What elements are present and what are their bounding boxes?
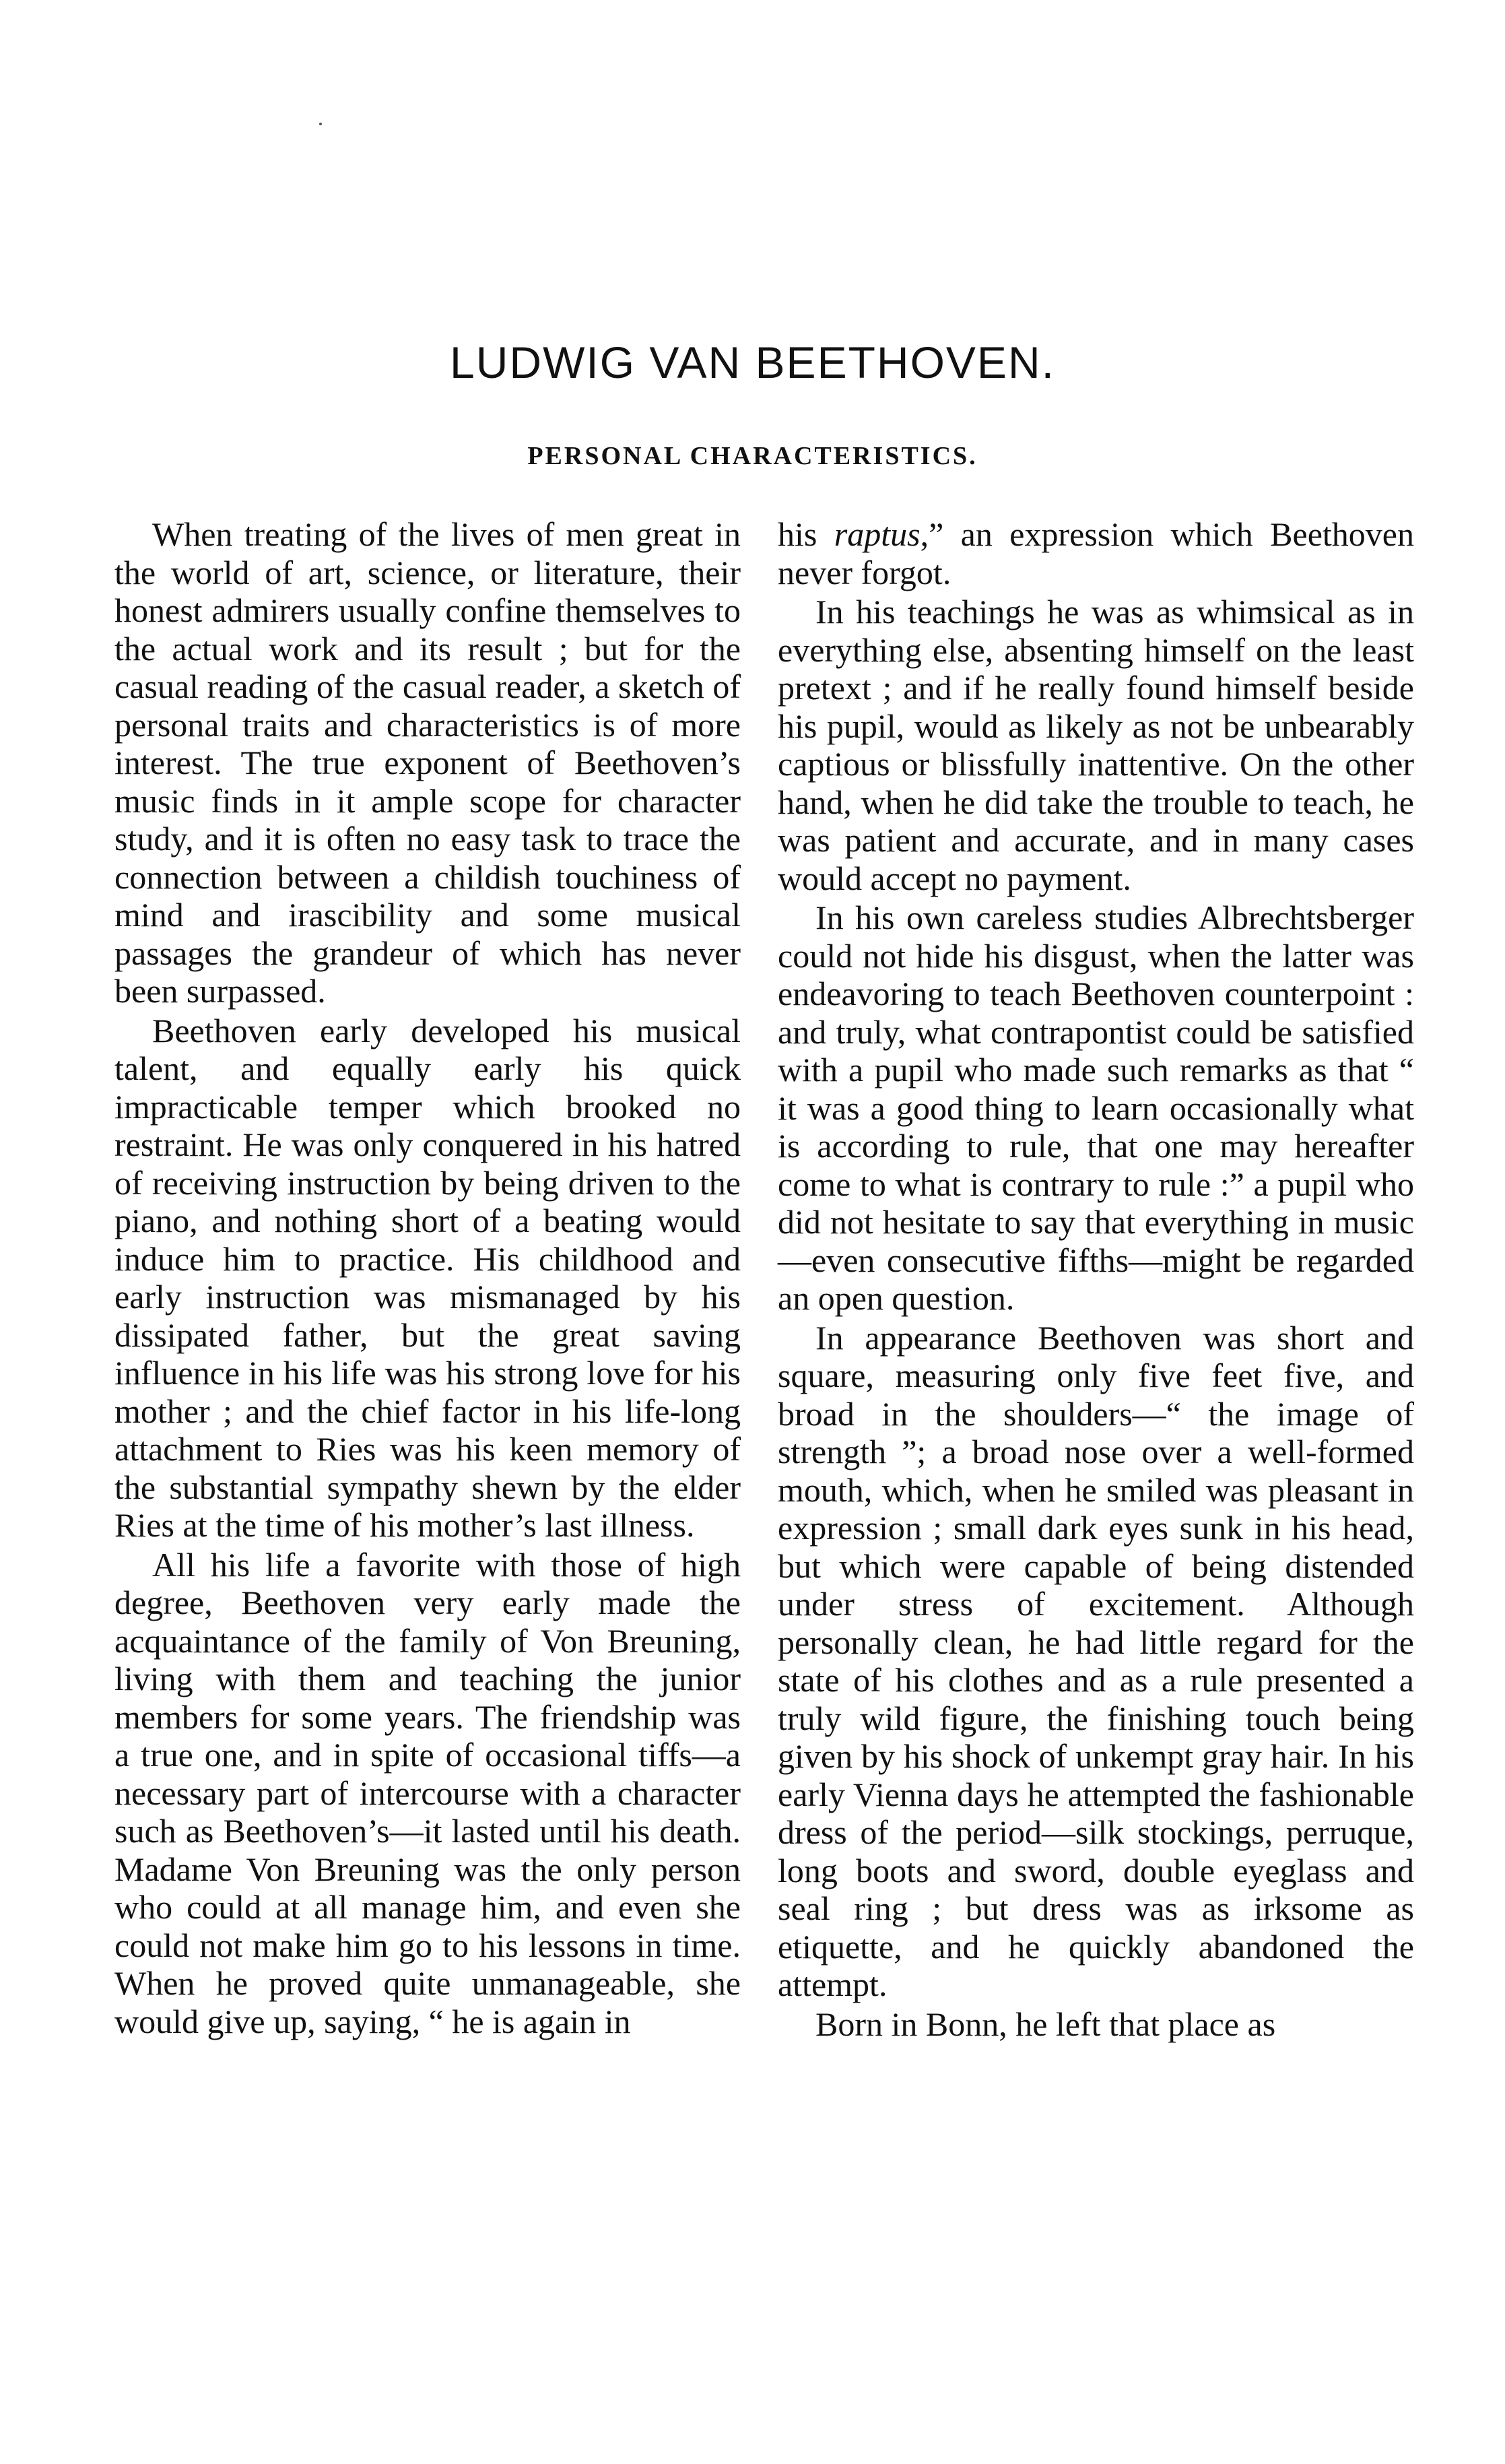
paragraph: In his own careless studies Albrechtsberger could not hide his disgust, when the latter was endeavoring to teach Beethoven counterpoint : and truly, what contrapontist could be satisfied with a pupil who made such remarks as that “ it was a good thing to learn occasionally what is according to rule, that one may hereafter come to what is contrary to rule :” a pupil who did not hesitate to say that everything in music—even consecutive fifths—might be regarded an open question. [778,899,1414,1317]
paragraph-continued [778,515,1414,591]
paragraph: Beethoven early developed his musical talent, and equally early his quick impracticable temper which brooked no restraint. He was only conquered in his hatred of receiving instruction by being driven to the piano, and nothing short of a beating would induce him to practice. His childhood and early instruction was mismanaged by his dissipated father, but the great saving influence in his life was his strong love for his mother ; and the chief factor in his life-long attachment to Ries was his keen memory of the substantial sympathy shewn by the elder Ries at the time of his mother’s last illness. [114,1011,741,1544]
article-subtitle: PERSONAL CHARACTERISTICS. [527,442,978,470]
italic-term: raptus [834,515,921,553]
text-run: his [778,515,834,553]
paragraph: When treating of the lives of men great in the world of art, science, or literature, their honest admirers usually confine themselves to the actual work and its result ; but for the casual reading of the casual reader, a sketch of personal traits and characteristics is of more interest. The true exponent of Beethoven’s music finds in it ample scope for character study, and it is often no easy task to trace the connection between a childish touchiness of mind and irascibility and some musical passages the grandeur of which has never been surpassed. [114,515,741,1010]
paragraph: In appearance Beethoven was short and square, measuring only five feet five, and broad in the shoulders—“ the image of strength ”; a broad nose over a well-formed mouth, which, when he smiled was pleasant in expression ; small dark eyes sunk in his head, but which were capable of being distended under stress of excitement. Although personally clean, he had little regard for the state of his clothes and as a rule presented a truly wild figure, the finishing touch being given by his shock of unkempt gray hair. In his early Vienna days he attempted the fashionable dress of the period—silk stockings, perruque, long boots and sword, double eyeglass and seal ring ; but dress was as irksome as etiquette, and he quickly abandoned the attempt. [778,1318,1414,2003]
article-title: LUDWIG VAN BEETHOVEN. [450,337,1055,387]
paragraph: In his teachings he was as whimsical as in everything else, absenting himself on the least pretext ; and if he really found himself beside his pupil, would as likely as not be unbearably captious or blissfully inattentive. On the other hand, when he did take the trouble to teach, he was patient and accurate, and in many cases would accept no payment. [778,593,1414,897]
right-column [778,515,1414,2044]
paragraph: Born in Bonn, he left that place as [815,2005,1276,2043]
text-run: ,” an expression which Beethoven never forgot. [778,515,1414,591]
left-column [114,515,741,2042]
paragraph: All his life a favorite with those of high degree, Beethoven very early made the acquaintance of the family of Von Breuning, living with them and teaching the junior members for some years. The friendship was a true one, and in spite of occasional tiffs—a necessary part of intercourse with a character such as Beethoven’s—it lasted until his death. Madame Von Breuning was the only person who could at all manage him, and even she could not make him go to his lessons in time. When he proved quite unmanageable, she would give up, saying, “ he is again in [114,1545,741,2040]
print-speck [319,123,322,125]
